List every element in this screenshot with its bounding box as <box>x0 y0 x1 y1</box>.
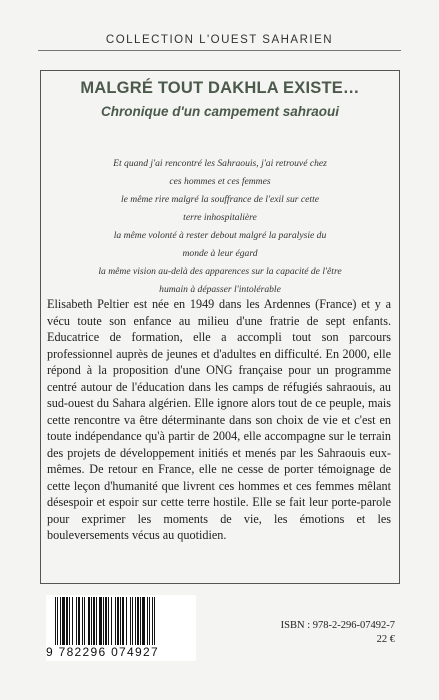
barcode-bar <box>82 597 83 645</box>
barcode-bars <box>55 597 187 645</box>
author-biography: Elisabeth Peltier est née en 1949 dans les Ardennes (France) et y a vécu toute son enfance au milieu d'une fratrie de sept enfants. Educatrice de formation, elle a accompli tout son parcours professionnel auprès de jeunes et d'adultes en difficulté. En 2000, elle répond à la proposition d'une ONG française pour un programme centré autour de l'éducation dans les camps de réfugiés sahraouis, au sud-ouest du Sahara algérien. Elle ignore alors tout de ce peuple, mais cette rencontre va être déterminante dans son choix de vie et c'est en toute indépendance qu'à partir de 2004, elle accompagne sur le terrain des projets de développement initiés et menés par les Sahraouis eux-mêmes. De retour en France, elle ne cesse de porter témoignage de cette leçon d'humanité que livrent ces hommes et ces femmes mêlant désespoir et espoir sur cette terre hostile. Elle se fait leur porte-parole pour exprimer les moments de vie, les émotions et les bouleversements vécus au quotidien. <box>47 297 391 542</box>
barcode-bar <box>108 597 109 645</box>
barcode-digits: 9 782296 074927 <box>46 645 159 659</box>
poem-line: humain à dépasser l'intolérable <box>159 284 281 295</box>
barcode-bar <box>103 597 104 645</box>
barcode-bar <box>55 597 56 645</box>
barcode-bar <box>117 597 119 645</box>
barcode-bar <box>152 597 153 645</box>
barcode-bar <box>62 597 65 645</box>
barcode-bar <box>93 597 95 645</box>
barcode-bar <box>88 597 90 645</box>
barcode-bar <box>154 597 155 645</box>
barcode-bar <box>78 597 80 645</box>
isbn-number: ISBN : 978-2-296-07492-7 <box>280 620 395 631</box>
barcode-bar <box>126 597 127 645</box>
barcode-bar <box>72 597 73 645</box>
barcode-bar <box>111 597 112 645</box>
barcode-bar <box>135 597 136 645</box>
barcode-bar <box>76 597 77 645</box>
barcode-bar <box>115 597 116 645</box>
poem-line: terre inhospitalière <box>183 212 257 223</box>
barcode-bar <box>57 597 58 645</box>
barcode-bar <box>149 597 150 645</box>
barcode-bar <box>60 597 61 645</box>
book-subtitle: Chronique d'un campement sahraoui <box>101 104 339 119</box>
poem-line: monde à leur égard <box>182 248 258 259</box>
barcode <box>46 595 196 661</box>
barcode-bar <box>137 597 139 645</box>
barcode-bar <box>66 597 68 645</box>
book-price: 22 € <box>376 634 395 645</box>
barcode-bar <box>132 597 133 645</box>
series-name: COLLECTION L'OUEST SAHARIEN <box>105 34 334 46</box>
barcode-bar <box>91 597 92 645</box>
barcode-bar <box>147 597 148 645</box>
barcode-bar <box>142 597 145 645</box>
barcode-bar <box>69 597 70 645</box>
barcode-bar <box>120 597 121 645</box>
book-title: MALGRÉ TOUT DAKHLA EXISTE… <box>80 79 360 97</box>
barcode-bar <box>122 597 124 645</box>
poem-line: la même volonté à rester debout malgré la paralysie du <box>113 230 327 241</box>
barcode-bar <box>84 597 85 645</box>
barcode-bar <box>96 597 97 645</box>
series-divider <box>38 50 401 51</box>
poem-line: la même vision au-delà des apparences sur la capacité de l'être <box>98 266 342 277</box>
barcode-bar <box>130 597 131 645</box>
barcode-bar <box>105 597 107 645</box>
poem-line: ces hommes et ces femmes <box>169 176 271 187</box>
epigraph-poem <box>44 155 396 299</box>
barcode-bar <box>99 597 102 645</box>
poem-line: Et quand j'ai rencontré les Sahraouis, j'ai retrouvé chez <box>113 158 327 169</box>
poem-line: le même rire malgré la souffrance de l'exil sur cette <box>120 194 320 205</box>
barcode-bar <box>140 597 141 645</box>
